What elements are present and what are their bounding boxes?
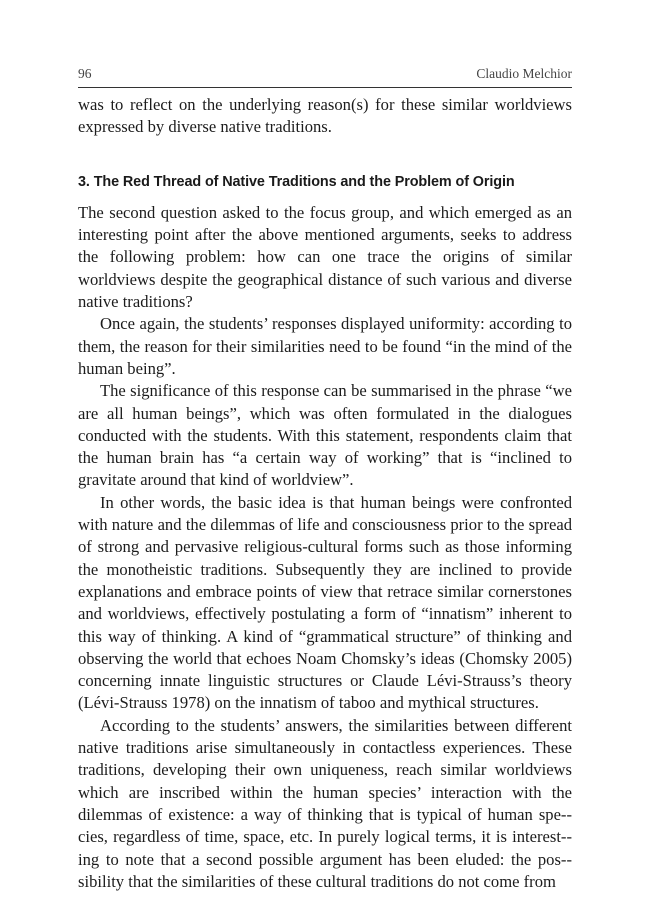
page-number: 96 [78, 66, 92, 81]
book-page [78, 66, 572, 893]
page-body [78, 94, 572, 893]
section-heading: 3. The Red Thread of Native Traditions and the Problem of Origin [78, 173, 515, 190]
continued-paragraph: was to reflect on the underlying reason(s) for these similar worldviews expressed by diverse native traditions. [78, 95, 572, 137]
section-paragraph-3: The significance of this response can be summarised in the phrase “we are all human beings”, which was often formulated in the dialogues conducted with the students. With this statement, respondents claim that the human brain has “a certain way of working” that is “inclined to gravitate around that kind of worldview”. [78, 381, 572, 490]
section-paragraph-5: According to the students’ answers, the similarities between different native traditions arise simultaneously in contactless experiences. These traditions, developing their own uniqueness, reach similar worldviews which are inscribed within the human species’ interaction with the dilemmas of existence: a way of thinking that is typical of human spe-cies, regardless of time, space, etc. In purely logical terms, it is interest-ing to note that a second possible argument has been eluded: the pos-sibility that the similarities of these cultural traditions do not come from [78, 715, 572, 891]
section-paragraph-4: In other words, the basic idea is that human beings were confronted with nature and the dilemmas of life and consciousness prior to the spread of strong and pervasive religious-cultural forms such as those informing the monotheistic traditions. Subsequently they are inclined to provide explanations and embrace points of view that retrace similar cornerstones and worldviews, effectively postulating a form of “innatism” inherent to this way of thinking. A kind of “grammatical structure” of thinking and observing the world that echoes Noam Chomsky’s ideas (Chomsky 2005) concerning innate linguistic structures or Claude Lévi-Strauss’s theory (Lévi-Strauss 1978) on the innatism of taboo and mythical structures. [78, 492, 572, 713]
running-head-author: Claudio Melchior [476, 66, 572, 81]
section-paragraph-1: The second question asked to the focus group, and which emerged as an interesting point after the above mentioned arguments, seeks to address the following problem: how can one trace the origins of similar worldviews despite the geographical distance of such various and diverse native traditions? [78, 202, 572, 312]
running-header [78, 66, 572, 88]
section-paragraph-2: Once again, the students’ responses displayed uniformity: according to them, the reason for their similarities need to be found “in the mind of the human being”. [78, 314, 572, 378]
